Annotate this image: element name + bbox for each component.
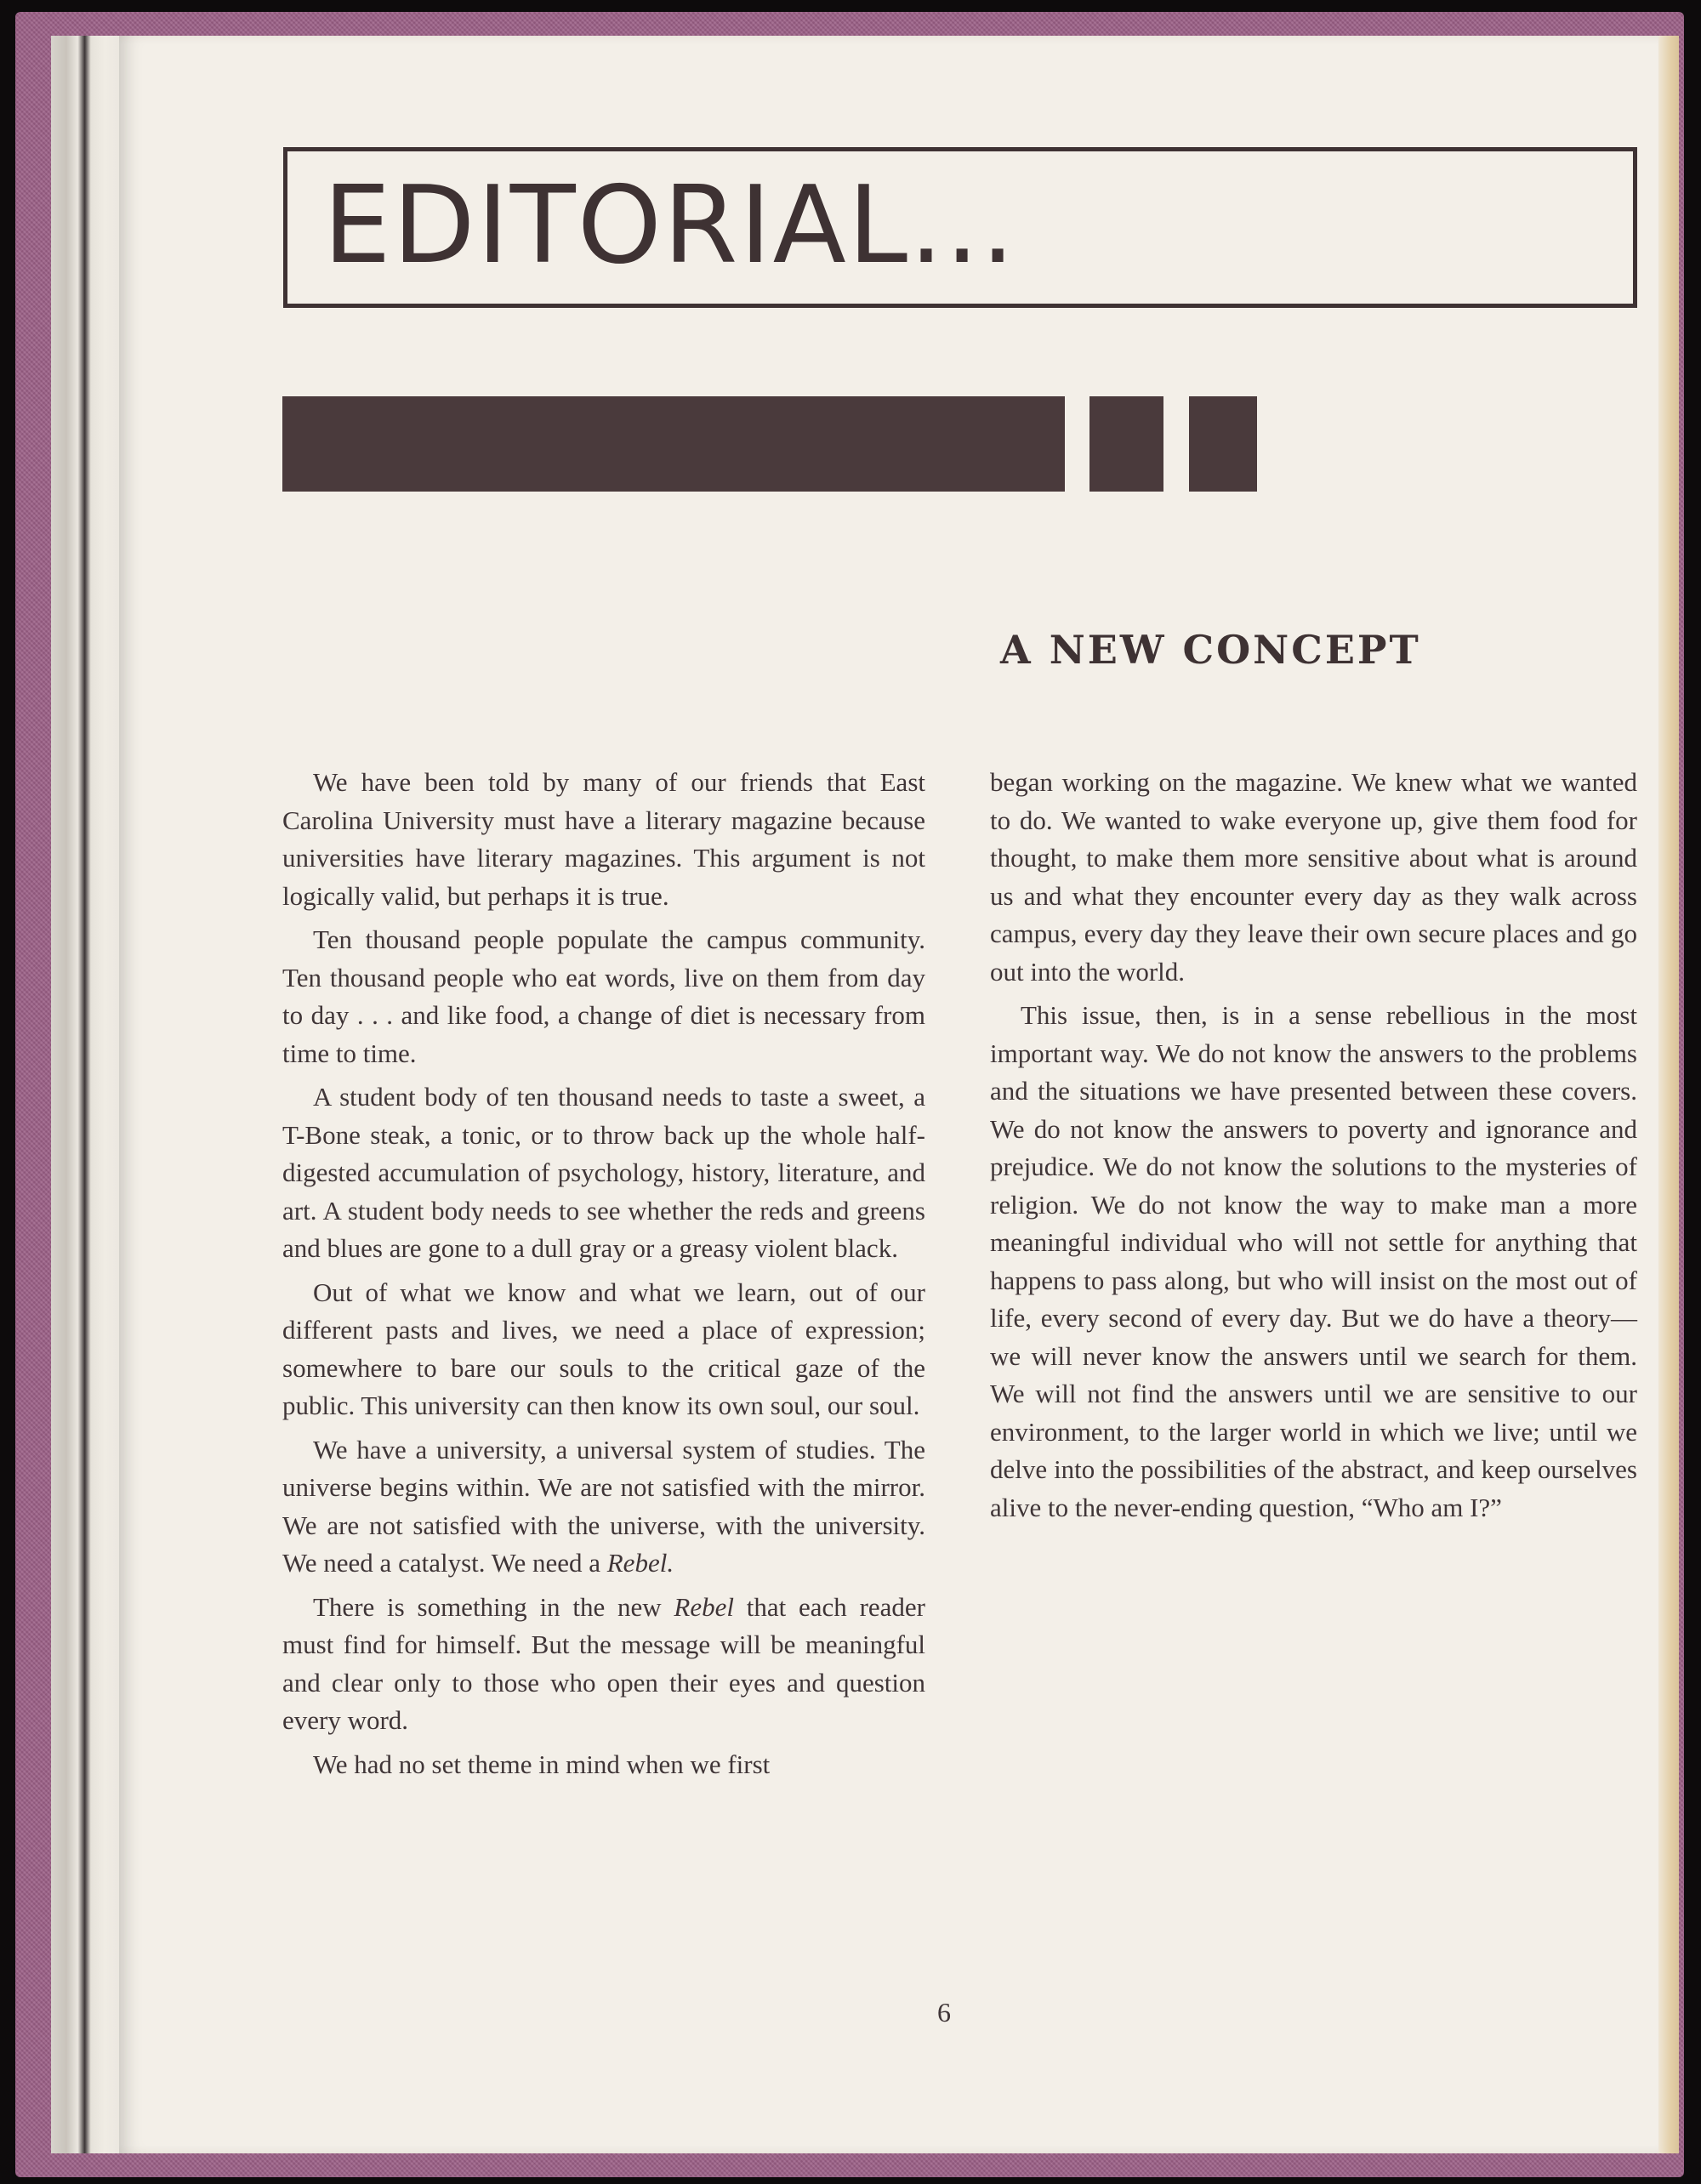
paragraph-text: There is something in the new (313, 1591, 674, 1622)
title-box (283, 147, 1637, 308)
page-edge (1658, 36, 1679, 2153)
paragraph: We have been told by many of our friends that East Carolina University must have a literary magazine because universities have literary magazines. This argument is not logically valid, but perhaps it is true. (282, 767, 925, 911)
page-title: EDITORIAL... (323, 162, 1017, 287)
paragraph: Out of what we know and what we learn, out of our different pasts and lives, we need a place of expression; somewhere to bare our souls to the critical gaze of the public. This university can then know its own soul, our soul. (282, 1277, 925, 1420)
magazine-title: Rebel (674, 1591, 734, 1622)
paragraph: This issue, then, is in a sense rebellious in the most important way. We do not know the answers to the problems and the situations we have presented between these covers. We do not know the answers to poverty and ignorance and prejudice. We do not know the solutions to the mysteries of religion. We do not know the way to make man a more meaningful individual who will not settle for anything that happens to pass along, but who will insist on the most out of life, every second of every day. But we do have a theory—we will never know the answers until we search for them. We will not find the answers until we are sensitive to our environment, to the larger world in which we live; until we delve into the possibilities of the abstract, and keep ourselves alive to the never-ending question, “Who am I?” (990, 1000, 1637, 1522)
page-number: 6 (937, 1997, 951, 2028)
paragraph-text: We have a university, a universal system of studies. The universe begins within. We are not satisfied with the mirror. We are not satisfied with the universe, with the university. We need a catalyst. We need a (282, 1434, 925, 1578)
decorative-bar-short (1089, 396, 1163, 492)
paragraph: Ten thousand people populate the campus community. Ten thousand people who eat words, live on them from day to day . . . and like food, a change of diet is necessary from time to time. (282, 924, 925, 1068)
text-column-right (990, 764, 1637, 1533)
paragraph (282, 1431, 925, 1583)
paragraph-text: that each reader must find for himself. But the message will be meaningful and clear only to those who open their eyes and question every word. (282, 1591, 925, 1735)
paragraph (282, 1589, 925, 1740)
article-subtitle: A NEW CONCEPT (1000, 627, 1421, 673)
decorative-bar-long (282, 396, 1065, 492)
paragraph: began working on the magazine. We knew what we wanted to do. We wanted to wake everyone up, give them food for thought, to make them more sensitive about what is around us and what they encounter every day as they walk across campus, every day they leave their own secure places and go out into the world. (990, 767, 1637, 987)
paragraph: We had no set theme in mind when we first (313, 1749, 771, 1779)
magazine-title: Rebel. (606, 1548, 674, 1578)
page-gutter (51, 36, 128, 2153)
text-column-left (282, 764, 925, 1789)
decorative-bar-short (1189, 396, 1257, 492)
paragraph: A student body of ten thousand needs to taste a sweet, a T-Bone steak, a tonic, or to throw back up the whole half-digested accumulation of psychology, history, literature, and art. A student body needs to see whether the reds and greens and blues are gone to a dull gray or a greasy violent black. (282, 1082, 925, 1263)
